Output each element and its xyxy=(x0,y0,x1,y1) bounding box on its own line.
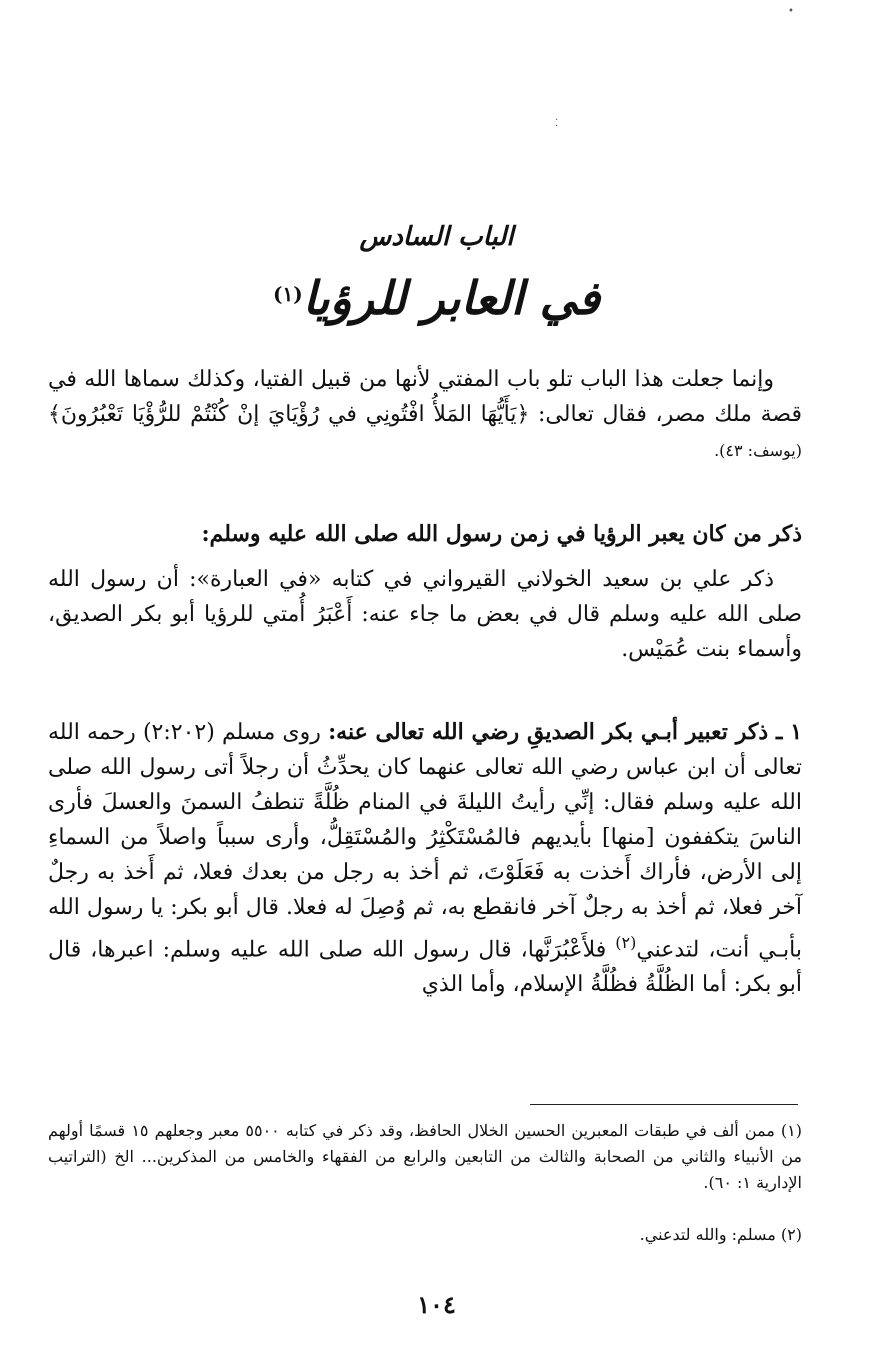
scan-speck: • xyxy=(788,6,794,17)
hadith-reference: روى مسلم (٢:٢٠٢) xyxy=(142,720,321,745)
quran-reference: (يوسف: ٤٣). xyxy=(714,441,802,460)
hadith-text-part-2: فلأَعْبُرَنَّها، قال رسول الله صلى الله عليه وسلم: اعبرها، قال أبو بكر: أما الظُلَّةُ فظُلَّةُ الإسلام، وأما الذي xyxy=(48,937,802,998)
footnote-2: (٢) مسلم: والله لتدعني. xyxy=(639,1225,802,1244)
chapter-title xyxy=(0,268,873,328)
chapter-label: الباب السادس xyxy=(359,222,514,252)
footnote-divider xyxy=(530,1104,798,1105)
scan-speck: ⁚ xyxy=(555,118,559,129)
page-number: ١٠٤ xyxy=(417,1290,456,1319)
intro-text: وإنما جعلت هذا الباب تلو باب المفتي لأنها من قبيل الفتيا، وكذلك سماها الله في قصة ملك مصر، فقال تعالى: ﴿يَأَيُّهَا المَلأُ افْتُونِي في رُؤْيَايَ إنْ كُنْتُمْ للرُّؤْيَا تَعْبُرُونَ﴾ xyxy=(48,367,802,427)
chapter-title-note: (١) xyxy=(273,282,303,306)
paragraph-abu-bakr xyxy=(48,715,802,1002)
hadith-text-part-1: رحمه الله تعالى أن ابن عباس رضي الله تعالى عنهما كان يحدِّثُ أن رجلاً أتى رسول الله صلى الله عليه وسلم فقال: إنِّي رأيتُ الليلةَ في المنام ظُلَّةً تنطفُ السمنَ والعسلَ فأرى الناسَ يتكففون [منها] بأيديهم فالمُسْتَكْثِرُ والمُسْتَقِلُّ، وأرى سبباً واصلاً من السماءِ إلى الأرض، فأراك أَخذت به فَعَلَوْتَ، ثم أخذ به رجل من بعدك فعلا، ثم أَخذ به رجلٌ آخر فعلا، ثم أخذ به رجلٌ آخر فانقطع به، ثم وُصِلَ له فعلا. قال أبو بكر: يا رسول الله بأبـي أنت، لتدعني xyxy=(48,720,802,963)
section-heading: ذكر من كان يعبر الرؤيا في زمن رسول الله صلى الله عليه وسلم: xyxy=(201,521,802,547)
numbered-heading: ١ ـ ذكر تعبير أبـي بكر الصديقِ رضي الله تعالى عنه: xyxy=(328,719,803,745)
footnote-marker: (٢) xyxy=(615,933,637,952)
footnote-1: (١) ممن ألف في طبقات المعبرين الحسين الخلال الحافظ، وقد ذكر في كتابه ٥٥٠٠ معبر وجعلهم ١٥ قسمًا أولهم من الأنبياء والثاني من الصحابة والثالث من التابعين والرابع من الفقهاء والخامس من المذكرين... الخ (التراتيب الإدارية ١: ٦٠). xyxy=(48,1121,803,1192)
chapter-title-text: في العابر للرؤيا xyxy=(302,271,600,325)
paragraph-khawlani: ذكر علي بن سعيد الخولاني القيرواني في كتابه «في العبارة»: أن رسول الله صلى الله عليه وسلم قال في بعض ما جاء عنه: أَعْبَرُ أُمتي للرؤيا أبو بكر الصديق، وأسماء بنت عُمَيْس. xyxy=(48,567,802,662)
intro-paragraph xyxy=(48,362,802,468)
